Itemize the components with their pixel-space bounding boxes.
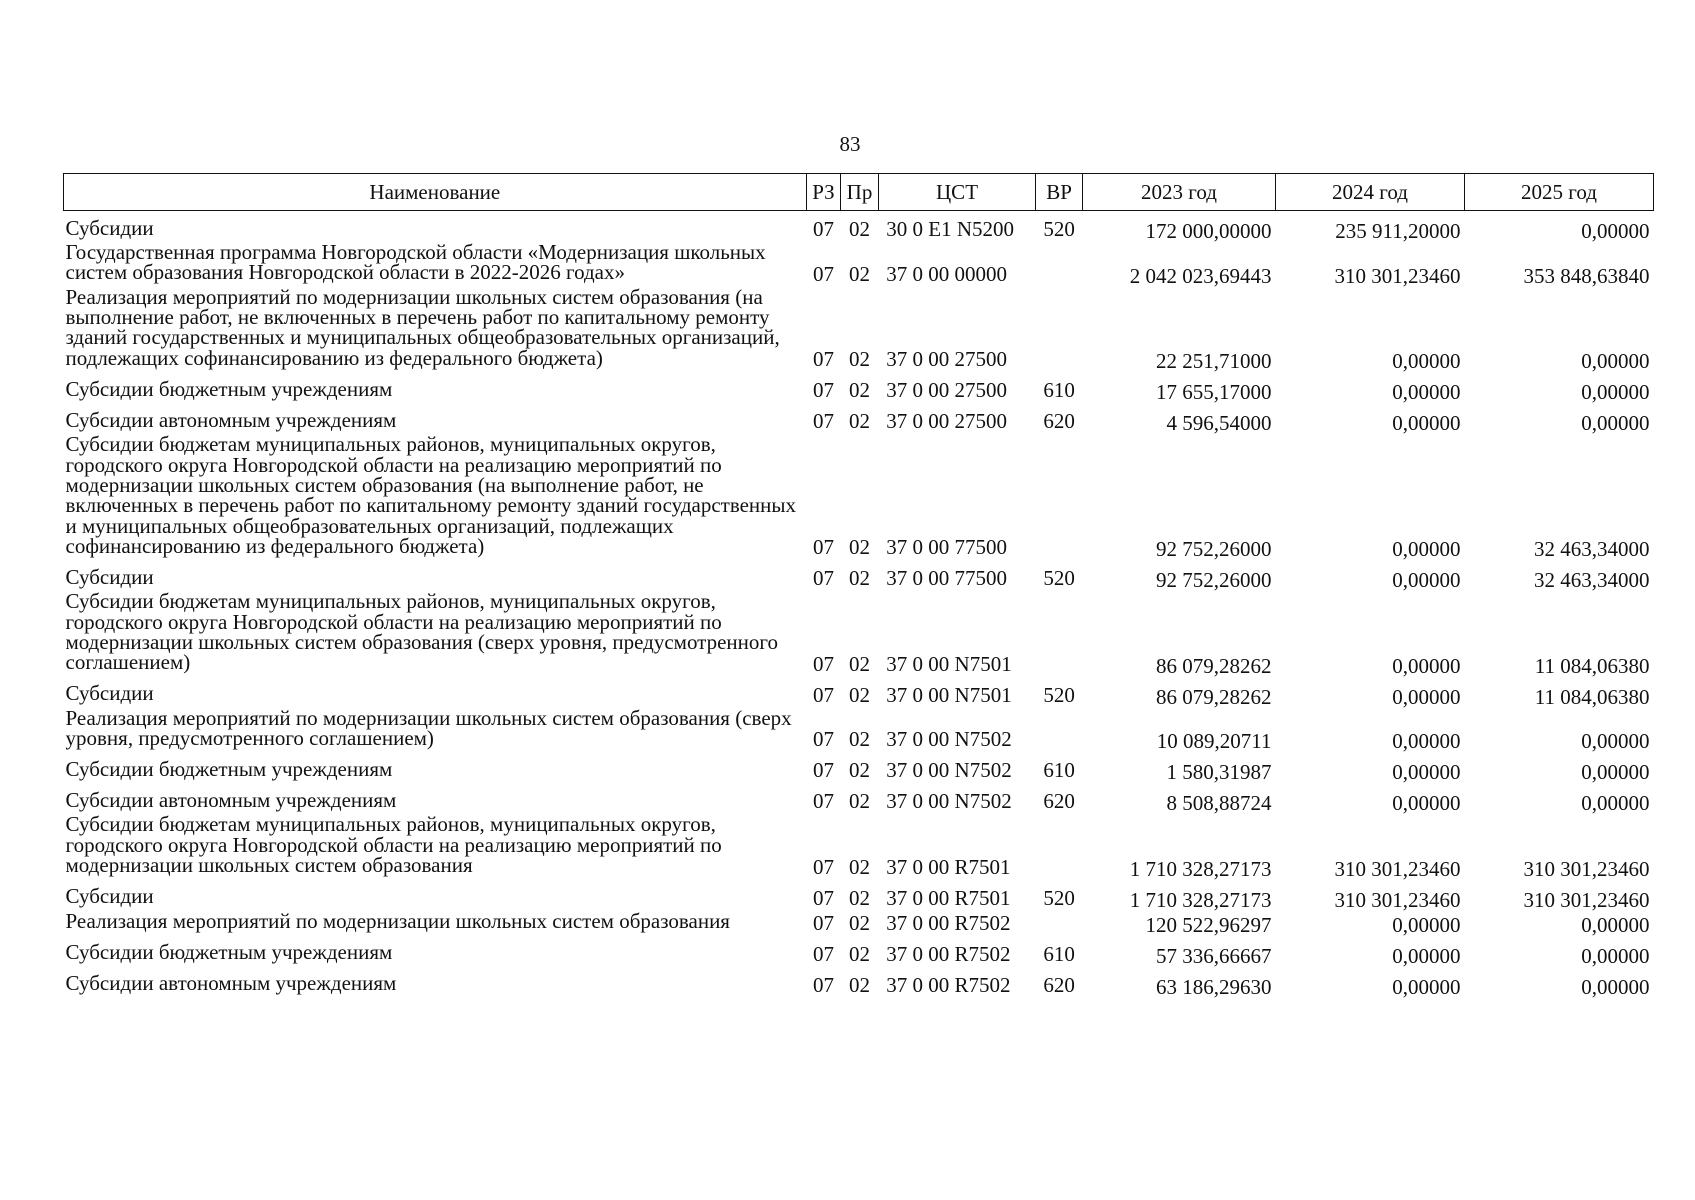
header-2024: 2024 год xyxy=(1276,174,1465,211)
row-vr: 620 xyxy=(1043,972,1075,997)
row-vr xyxy=(1036,287,1083,372)
row-2025: 353 848,63840 xyxy=(1523,263,1650,288)
row-cst: 37 0 00 N7502 xyxy=(886,727,1012,752)
row-vr: 520 xyxy=(1043,566,1075,591)
row-cst: 37 0 00 R7501 xyxy=(886,854,1011,879)
row-2023: 1 710 328,27173 xyxy=(1129,856,1272,881)
row-2024: 235 911,20000 xyxy=(1335,219,1461,243)
row-2025: 0,00000 xyxy=(1581,411,1650,436)
row-rz: 07 xyxy=(812,910,834,935)
row-pr: 02 xyxy=(848,727,870,752)
row-cst: 37 0 00 27500 xyxy=(886,347,1008,372)
row-rz: 07 xyxy=(812,972,834,997)
row-cst: 37 0 00 27500 xyxy=(886,378,1008,403)
row-cst: 37 0 00 R7502 xyxy=(886,972,1011,997)
row-rz: 07 xyxy=(812,727,834,752)
row-2025: 11 084,06380 xyxy=(1534,684,1650,709)
table-row xyxy=(64,783,1654,814)
row-2024: 0,00000 xyxy=(1392,349,1461,374)
row-name: Субсидии бюджетным учреждениям xyxy=(65,940,393,965)
row-2023: 8 508,88724 xyxy=(1166,791,1272,816)
row-2025: 0,00000 xyxy=(1581,943,1650,968)
table-row xyxy=(64,242,1654,287)
row-vr: 520 xyxy=(1043,885,1075,910)
row-pr: 02 xyxy=(848,347,870,372)
row-name: Субсидии автономным учреждениям xyxy=(65,407,397,432)
table-row xyxy=(64,591,1654,676)
row-2025: 32 463,34000 xyxy=(1534,568,1650,593)
row-vr: 520 xyxy=(1043,682,1075,707)
row-pr: 02 xyxy=(848,682,870,707)
row-cst: 37 0 00 27500 xyxy=(886,409,1008,434)
table-row xyxy=(64,936,1654,967)
table-row xyxy=(64,677,1654,708)
row-name: Субсидии бюджетным учреждениям xyxy=(65,376,393,401)
row-2025: 0,00000 xyxy=(1581,219,1650,243)
row-rz: 07 xyxy=(812,885,834,910)
header-2023: 2023 год xyxy=(1082,174,1275,211)
row-2024: 0,00000 xyxy=(1392,729,1461,754)
row-name: Реализация мероприятий по модернизации школьных систем образования xyxy=(65,909,730,934)
row-vr: 610 xyxy=(1043,378,1075,403)
row-2023: 172 000,00000 xyxy=(1145,219,1272,243)
row-pr: 02 xyxy=(848,972,870,997)
row-vr: 520 xyxy=(1043,217,1075,241)
row-2023: 17 655,17000 xyxy=(1156,380,1272,405)
row-pr: 02 xyxy=(848,910,870,935)
row-rz: 07 xyxy=(812,347,834,372)
row-2024: 0,00000 xyxy=(1392,974,1461,999)
row-2024: 310 301,23460 xyxy=(1334,887,1461,912)
row-2024: 0,00000 xyxy=(1392,760,1461,785)
row-2024: 0,00000 xyxy=(1392,653,1461,678)
row-2024: 0,00000 xyxy=(1392,684,1461,709)
row-rz: 07 xyxy=(812,217,834,241)
row-vr xyxy=(1036,911,1083,936)
row-2025: 0,00000 xyxy=(1581,974,1650,999)
header-vr: ВР xyxy=(1036,174,1083,211)
row-name: Субсидии xyxy=(65,884,154,909)
row-2024: 0,00000 xyxy=(1392,411,1461,436)
row-rz: 07 xyxy=(812,941,834,966)
row-2024: 0,00000 xyxy=(1392,791,1461,816)
row-vr xyxy=(1036,591,1083,676)
header-cst: ЦСТ xyxy=(878,174,1035,211)
row-2025: 11 084,06380 xyxy=(1534,653,1650,678)
row-vr xyxy=(1036,708,1083,753)
row-pr: 02 xyxy=(848,378,870,403)
table-row xyxy=(64,911,1654,936)
row-pr: 02 xyxy=(848,566,870,591)
row-name: Субсидии xyxy=(65,215,154,240)
row-vr: 610 xyxy=(1043,941,1075,966)
row-pr: 02 xyxy=(848,261,870,286)
row-2025: 0,00000 xyxy=(1581,380,1650,405)
budget-table xyxy=(63,173,1654,998)
row-rz: 07 xyxy=(812,535,834,560)
row-name: Реализация мероприятий по модернизации школьных систем образования (на выполнение работ, не включенных в перечень работ по капитальному ремонту зданий государственных и муниципальных общеобразовательных организаций, подлежащих софинансированию из федерального бюджета) xyxy=(65,284,780,370)
row-cst: 37 0 00 77500 xyxy=(886,566,1008,591)
row-rz: 07 xyxy=(812,758,834,783)
table-row xyxy=(64,752,1654,783)
table-row xyxy=(64,211,1654,243)
row-cst: 30 0 E1 N5200 xyxy=(886,217,1015,241)
row-pr: 02 xyxy=(848,217,870,241)
row-2025: 310 301,23460 xyxy=(1523,887,1650,912)
table-row xyxy=(64,880,1654,911)
row-2023: 57 336,66667 xyxy=(1156,943,1272,968)
row-vr xyxy=(1036,242,1083,287)
row-2024: 310 301,23460 xyxy=(1334,856,1461,881)
header-row xyxy=(64,174,1654,211)
row-2023: 2 042 023,69443 xyxy=(1129,263,1272,288)
row-2024: 0,00000 xyxy=(1392,568,1461,593)
row-cst: 37 0 00 R7501 xyxy=(886,885,1011,910)
row-pr: 02 xyxy=(848,885,870,910)
row-2024: 0,00000 xyxy=(1392,912,1461,937)
row-vr: 620 xyxy=(1043,409,1075,434)
table-row xyxy=(64,560,1654,591)
row-name: Субсидии бюджетам муниципальных районов, муниципальных округов, городского округа Новгородской области на реализацию мероприятий по модернизации школьных систем образования xyxy=(65,812,722,878)
row-name: Реализация мероприятий по модернизации школьных систем образования (сверх уровня, предусмотренного соглашением) xyxy=(65,705,792,751)
row-name: Субсидии бюджетам муниципальных районов, муниципальных округов, городского округа Новгородской области на реализацию мероприятий по модернизации школьных систем образования (на выполнение работ, не включенных в перечень работ по капитальному ремонту зданий государственных и муниципальных общеобразовательных организаций, подлежащих софинансированию из федерального бюджета) xyxy=(65,432,797,558)
row-2023: 63 186,29630 xyxy=(1156,974,1272,999)
row-pr: 02 xyxy=(848,651,870,676)
row-rz: 07 xyxy=(812,789,834,814)
row-cst: 37 0 00 77500 xyxy=(886,535,1008,560)
row-pr: 02 xyxy=(848,409,870,434)
page-number: 83 xyxy=(839,132,861,156)
row-2025: 32 463,34000 xyxy=(1534,537,1650,562)
row-pr: 02 xyxy=(848,535,870,560)
row-2023: 86 079,28262 xyxy=(1156,653,1272,678)
table-row xyxy=(64,434,1654,560)
row-name: Государственная программа Новгородской области «Модернизация школьных систем образования Новгородской области в 2022-2026 годах» xyxy=(65,240,766,285)
row-rz: 07 xyxy=(812,682,834,707)
row-rz: 07 xyxy=(812,566,834,591)
row-rz: 07 xyxy=(812,854,834,879)
row-name: Субсидии автономным учреждениям xyxy=(65,971,397,996)
table-row xyxy=(64,287,1654,372)
header-rz: РЗ xyxy=(806,174,841,211)
header-2025: 2025 год xyxy=(1464,174,1653,211)
row-rz: 07 xyxy=(812,378,834,403)
row-2023: 1 710 328,27173 xyxy=(1129,887,1272,912)
row-2023: 1 580,31987 xyxy=(1166,760,1272,785)
row-name: Субсидии xyxy=(65,564,154,589)
table-row xyxy=(64,708,1654,753)
row-2025: 0,00000 xyxy=(1581,791,1650,816)
row-2023: 92 752,26000 xyxy=(1156,537,1272,562)
row-cst: 37 0 00 N7502 xyxy=(886,758,1012,783)
header-name: Наименование xyxy=(64,174,807,211)
row-vr: 610 xyxy=(1043,758,1075,783)
row-cst: 37 0 00 00000 xyxy=(886,261,1008,286)
row-pr: 02 xyxy=(848,854,870,879)
row-cst: 37 0 00 R7502 xyxy=(886,941,1011,966)
row-pr: 02 xyxy=(848,758,870,783)
header-pr: Пр xyxy=(841,174,879,211)
row-cst: 37 0 00 N7501 xyxy=(886,682,1012,707)
row-rz: 07 xyxy=(812,409,834,434)
row-rz: 07 xyxy=(812,261,834,286)
table-row xyxy=(64,403,1654,434)
row-name: Субсидии xyxy=(65,681,154,706)
row-name: Субсидии бюджетам муниципальных районов, муниципальных округов, городского округа Новгородской области на реализацию мероприятий по модернизации школьных систем образования (сверх уровня, предусмотренного соглашением) xyxy=(65,589,778,675)
row-vr: 620 xyxy=(1043,789,1075,814)
row-2023: 86 079,28262 xyxy=(1156,684,1272,709)
row-cst: 37 0 00 N7501 xyxy=(886,651,1012,676)
row-rz: 07 xyxy=(812,651,834,676)
row-2025: 310 301,23460 xyxy=(1523,856,1650,881)
row-2025: 0,00000 xyxy=(1581,912,1650,937)
row-vr xyxy=(1036,814,1083,879)
row-2023: 92 752,26000 xyxy=(1156,568,1272,593)
row-2025: 0,00000 xyxy=(1581,349,1650,374)
row-2023: 120 522,96297 xyxy=(1145,912,1272,937)
row-name: Субсидии автономным учреждениям xyxy=(65,788,397,813)
table-row xyxy=(64,967,1654,998)
row-2024: 310 301,23460 xyxy=(1334,263,1461,288)
row-vr xyxy=(1036,434,1083,560)
row-pr: 02 xyxy=(848,789,870,814)
row-2023: 22 251,71000 xyxy=(1156,349,1272,374)
table-row xyxy=(64,372,1654,403)
row-2025: 0,00000 xyxy=(1581,760,1650,785)
row-2024: 0,00000 xyxy=(1392,537,1461,562)
row-2025: 0,00000 xyxy=(1581,729,1650,754)
row-2023: 10 089,20711 xyxy=(1156,729,1272,754)
row-2023: 4 596,54000 xyxy=(1166,411,1272,436)
row-name: Субсидии бюджетным учреждениям xyxy=(65,757,393,782)
row-2024: 0,00000 xyxy=(1392,943,1461,968)
row-cst: 37 0 00 R7502 xyxy=(886,910,1011,935)
row-2024: 0,00000 xyxy=(1392,380,1461,405)
table-row xyxy=(64,814,1654,879)
row-pr: 02 xyxy=(848,941,870,966)
row-cst: 37 0 00 N7502 xyxy=(886,789,1012,814)
